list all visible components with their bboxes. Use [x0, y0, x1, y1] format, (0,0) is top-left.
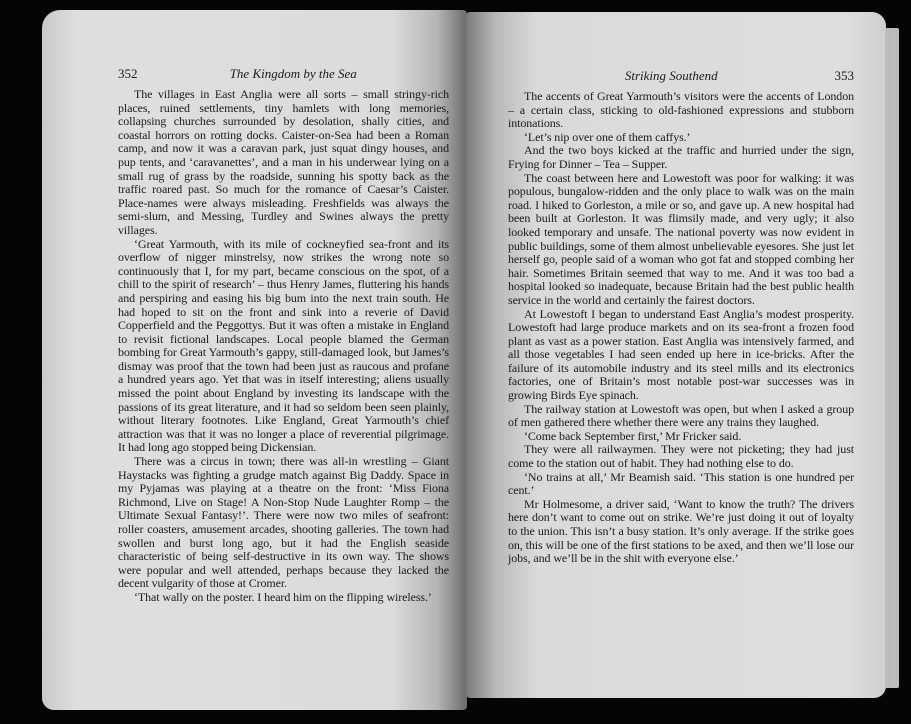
paragraph: The coast between here and Lowestoft was poor for walking: it was populous, bungalow-ridden and the only place to walk was on the main road. I hiked to Gorleston, a mile or so, and gave up. A new hospital had been built at Gorleston. It was flimsily made, and very ugly; it also looked temporary and unsafe. The national poverty was now evident in public buildings, some of them almost unbelievable eyesores. She just let herself go, people said of a woman who got fat and stopped combing her hair. Sometimes Britain seemed that way to me. And it was too bad a hospital looked so inadequate, because Britain had the best public health service in the world and certainly the fairest doctors.: [508, 170, 854, 307]
left-page-number: 352: [118, 66, 138, 81]
paragraph: There was a circus in town; there was all-in wrestling – Giant Haystacks was fighting a grudge match against Big Daddy. Space in my Pyjamas was playing at a theatre on the front: ‘Miss Fiona Richmond, Live on Stage! A Non-Stop Nude Laughter Romp – the Ultimate Sexual Fantasy!’. There were now two miles of seafront: roller coasters, amusement arcades, shooting galleries. The town had swollen and burst long ago, but it had the English seaside characteristic of being self-destructive in its own way. The shows were popular and well attended, perhaps because they lacked the decent vulgarity of those at Cromer.: [118, 454, 449, 591]
paragraph: They were all railwaymen. They were not picketing; they had just come to the station out of habit. They had nothing else to do.: [508, 442, 854, 471]
left-running-title: The Kingdom by the Sea: [229, 66, 357, 81]
right-running-title: Striking Southend: [624, 68, 718, 83]
right-page-number: 353: [834, 68, 854, 83]
paragraph: And the two boys kicked at the traffic and hurried under the sign, Frying for Dinner – Tea – Supper.: [508, 143, 854, 171]
paragraph: Mr Holmesome, a driver said, ‘Want to know the truth? The drivers here don’t want to come out on strike. We’re just doing it out of loyalty to the union. This isn’t a busy station. It’s only average. If the strike goes on, this will be one of the first stations to be axed, and then we’ll lose our jobs, and we’ll be in the shit with everyone else.’: [508, 496, 854, 566]
paragraph: The villages in East Anglia were all sorts – small stringy-rich places, ruined settlements, tiny hamlets with long memories, collapsing churches surrounded by desolation, shally cities, and coastal horrors on rotting docks. Caister-on-Sea had been a Roman camp, and now it was a caravan park, just squat dingy houses, and pup tents, and ‘caravanettes’, and a man in his underwear lying on a small rug of grass by the roadside, sunning his spotty back as the traffic roared past. So much for the romance of Caesar’s Caister. Place-names were always misleading. Freshfields was always the semi-slum, and Messing, Turdley and Swines always the pretty villages.: [118, 87, 449, 237]
left-body-text: [118, 88, 449, 605]
paragraph: The railway station at Lowestoft was open, but when I asked a group of men gathered there whether there were any trains they laughed.: [508, 401, 854, 430]
paragraph: ‘Great Yarmouth, with its mile of cockneyfied sea-front and its overflow of nigger minstrelsy, now strikes the wrong note so continuously that I, for my part, became conscious on the spot, of a chill to the spirit of research’ – thus Henry James, fluttering his hands and perspiring and easing his big bum into the next train south. He had hoped to sit on the front and sink into a reverie of David Copperfield and the Peggottys. But it was often a mistake in England to revisit fictional landscapes. Local people blamed the German bombing for Great Yarmouth’s gappy, still-damaged look, but James’s dismay was proof that the town had been just as raucous and profane a hundred years ago. Yet that was in itself interesting; aliens usually missed the point about England by investing its landscape with the passions of its great literature, and it had so seldom been seen plainly, without literary footnotes. Like England, Great Yarmouth’s chief attraction was that it was no longer a place of reverential pilgrimage. It had long ago stopped being Dickensian.: [118, 236, 449, 455]
left-running-head: [118, 66, 449, 82]
page-edges: [885, 28, 899, 688]
right-body-text: [508, 90, 854, 566]
paragraph: At Lowestoft I began to understand East Anglia’s modest prosperity. Lowestoft had large produce markets and on its sea-front a frozen food plant as vast as a power station. East Anglia was intensively farmed, and all those vegetables I had seen ended up here in ice-bricks. After the failure of its automobile industry and its steel mills and its electronics factories, one of Britain’s most notable post-war successes was in growing Birds Eye spinach.: [508, 306, 854, 403]
paragraph: ‘Come back September first,’ Mr Fricker said.: [524, 428, 742, 443]
left-page: [42, 10, 467, 710]
paragraph: The accents of Great Yarmouth’s visitors were the accents of London – a certain class, sticking to old-fashioned expressions and stubborn intonations.: [508, 89, 854, 131]
right-running-head: [508, 68, 854, 84]
paragraph: ‘Let’s nip over one of them caffys.’: [524, 129, 691, 144]
paragraph: ‘No trains at all,’ Mr Beamish said. ‘This station is one hundred per cent.’: [508, 469, 854, 498]
right-page: [466, 12, 886, 698]
paragraph: ‘That wally on the poster. I heard him on the flipping wireless.’: [134, 589, 432, 604]
